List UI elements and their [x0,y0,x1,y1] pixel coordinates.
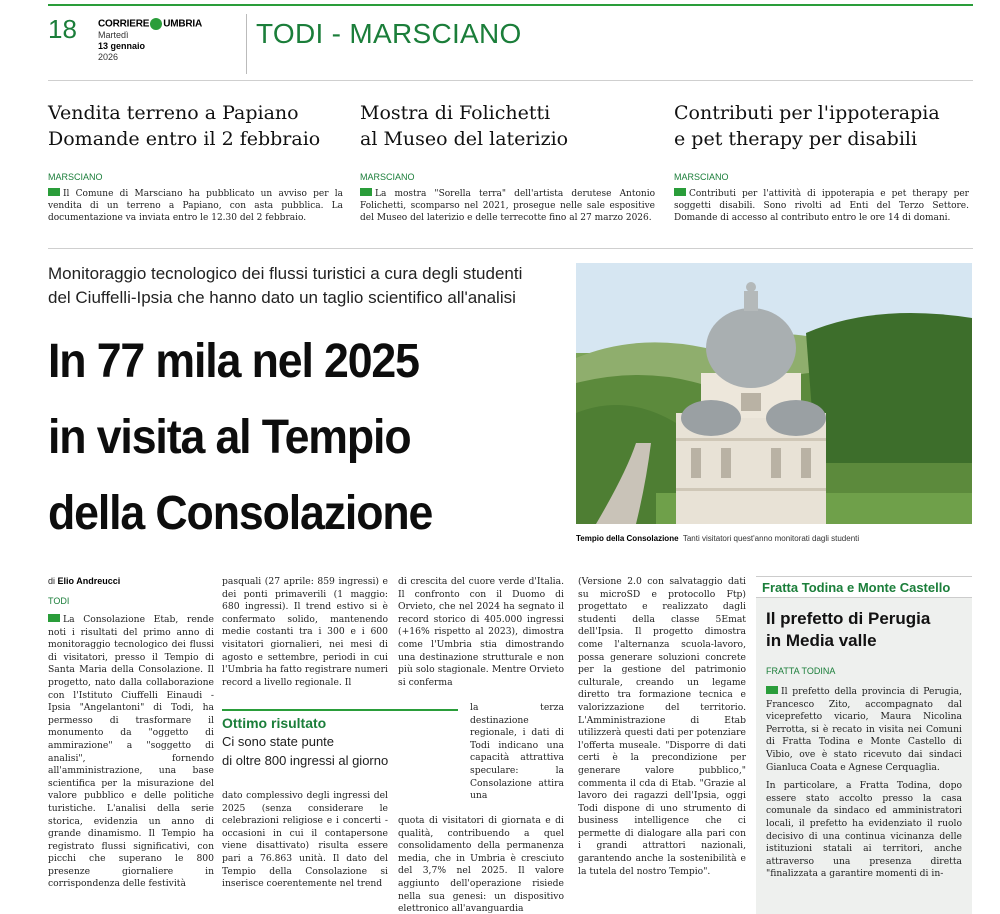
callout-title: Ottimo risultato [222,715,327,731]
article-column-3-narrow: la terza destinazione regionale, i dati di Todi indicano una capacità attrattiva speculare: la Consolazione attira una [470,702,564,802]
brief-location: MARSCIANO [674,172,729,182]
brief-location: MARSCIANO [360,172,415,182]
callout-line-2: di oltre 800 ingressi al giorno [222,753,389,768]
headline: In 77 mila nel 2025 in visita al Tempio della Consolazione [48,335,433,540]
side-section-bar: Fratta Todina e Monte Castello [756,576,972,598]
brief-title: Vendita terreno a Papiano Domande entro il 2 febbraio [48,102,321,150]
header-divider [246,14,247,74]
bullet-square-icon [674,188,686,196]
brief-location: MARSCIANO [48,172,103,182]
callout-box [222,709,458,769]
bullet-square-icon [48,188,60,196]
top-rule [48,4,973,6]
brief-text: Il Comune di Marsciano ha pubblicato un avviso per la vendita di un terreno a Papiano, con asta pubblica. La documentazione va inviata entro le 12.30 del 2 febbraio. [48,189,343,223]
article-column-3-bottom: quota di visitatori di giornata e di qualità, contribuendo a quel consolidamento della permanenza media, che in Umbria è cresciuto del 3,7% nel 2025. Il valore aggiunto dell'operazione risiede nella sua genesi: un dispositivo elettronico all'avanguardia [398,815,564,914]
brief-folichetti [360,100,655,224]
temple-photo [576,263,972,524]
bullet-square-icon [766,686,778,694]
kicker: Monitoraggio tecnologico dei flussi turistici a cura degli studenti del Ciuffelli-Ipsia che hanno dato un taglio scientifico all'analisi [48,264,523,307]
brief-papiano [48,100,343,224]
article-column-2-top: pasquali (27 aprile: 859 ingressi) e dei ponti primaverili (1 maggio: 680 ingressi). Il trend estivo si è confermato solido, mantenendo medie costanti tra i 300 e i 600 visitatori giornalieri, nei mesi di agosto e settembre, periodi in cui l'Umbria ha fatto registrare numeri record a livello regionale. Il [222,576,388,688]
article-column-1: La Consolazione Etab, rende noti i risultati del primo anno di monitoraggio tecnologico dei flussi di visitatori, presso il Tempio di Santa Maria della Consolazione. Il progetto, nato dalla collaborazione con l'Istituto Ciuffelli Einaudi - Ipsia "Angelantoni" di Todi, ha permesso di trasformare il monumento da "oggetto di ammirazione" a "soggetto di analisi", fornendo all'amministrazione, una base scientifica per la misurazione del valore pubblico e delle politiche turistiche. L'analisi della serie storica, evidenzia un anno di grande dinamismo. Il Tempio ha registrato flussi significativi, con picchi che superano le 800 presenze giornaliere in corrispondenza delle festività [48,614,214,890]
side-paragraph-1: Il prefetto della provincia di Perugia, Francesco Zito, accompagnato dal viceprefetto vicario, Maura Nicolina Perrotta, si è recato in visita nei Comuni di Fratta Todina e Monte Castello di Vibio, ove è stato ricevuto dai sindaci Gianluca Coata e Agnese Cerquaglia. [766,686,962,773]
day: Martedì [98,30,129,40]
article-column-2-bottom: dato complessivo degli ingressi del 2025 (senza considerare le celebrazioni religiose e i concerti - occasioni in cui il contapersone viene disattivato) risulta essere pari a 76.863 unità. Il dato del Tempio della Consolazione si inserisce coerentemente nel trend [222,790,388,890]
side-paragraph-2: In particolare, a Fratta Todina, dopo essere stato accolto presso la casa comunale da sindaco ed amministratori locali, il prefetto ha evidenziato il ruolo decisivo di una continua vicinanza delle istituzioni statali ai territori, anche attraverso una presenza diretta "finalizzata a garantire momenti di in- [766,780,962,880]
brief-ippoterapia [674,100,969,224]
brief-title: Contributi per l'ippoterapia e pet therapy per disabili [674,102,940,150]
article-column-4: (Versione 2.0 con salvataggio dati su microSD e protocollo Ftp) progettato e realizzato dagli studenti della classe 5Emat dell'Ipsia. Il progetto dimostra come l'alternanza scuola-lavoro, possa generare soluzioni concrete per la gestione del patrimonio culturale, creando un legame diretto tra formazione tecnica e valorizzazione del territorio. L'Amministrazione di Etab utilizzerà questi dati per potenziare l'offerta museale. "Disporre di dati certi è la precondizione per generare valore pubblico," commenta il cda di Etab. "Grazie al lavoro dei ragazzi dell'Ipsia, oggi Todi dispone di uno strumento di business intelligence che ci permette di dialogare alla pari con i grandi attrattori nazionali, garantendo anche la sostenibilità e la tutela del nostro Tempio". [578,576,746,877]
brief-text: Contributi per l'attività di ippoterapia e pet therapy per soggetti disabili. Sono rivolti ad Enti del Terzo Settore. Domande di accesso al contributo entro le ore 14 di domani. [674,189,969,223]
brief-title: Mostra di Folichetti al Museo del laterizio [360,102,569,150]
page-number: 18 [48,14,77,44]
byline: di Elio Andreucci [48,576,121,586]
side-article [756,576,972,914]
photo-caption: Tempio della Consolazione Tanti visitatori quest'anno monitorati dagli studenti [576,534,860,543]
masthead [98,18,218,63]
section-title: TODI - MARSCIANO [256,18,522,49]
callout-line-1: Ci sono state punte [222,734,335,749]
side-title: Il prefetto di Perugia in Media valle [766,609,931,650]
bullet-square-icon [360,188,372,196]
side-location: FRATTA TODINA [766,666,836,676]
callout-rule [222,709,458,711]
header-rule [48,80,973,81]
bullet-square-icon [48,614,60,622]
article-location: TODI [48,596,70,606]
newspaper-logo: CORRIERE UMBRIA [98,18,202,30]
umbria-leaf-icon [150,18,162,30]
date: 13 gennaio [98,41,146,51]
briefs-rule [48,248,973,249]
year: 2026 [98,52,119,62]
brief-text: La mostra "Sorella terra" dell'artista derutese Antonio Folichetti, scomparso nel 2021, prosegue nelle sale espositive del Museo del laterizio e delle terrecotte fino al 27 marzo 2026. [360,189,655,223]
article-column-3-top: di crescita del cuore verde d'Italia. Il confronto con il Duomo di Orvieto, che nel 2024 ha segnato il record storico di 405.000 ingressi (+16% rispetto al 2023), dimostra come l'Umbria stia dimostrando una destinazione strutturale e non più solo stagionale. Mentre Orvieto si conferma [398,576,564,688]
